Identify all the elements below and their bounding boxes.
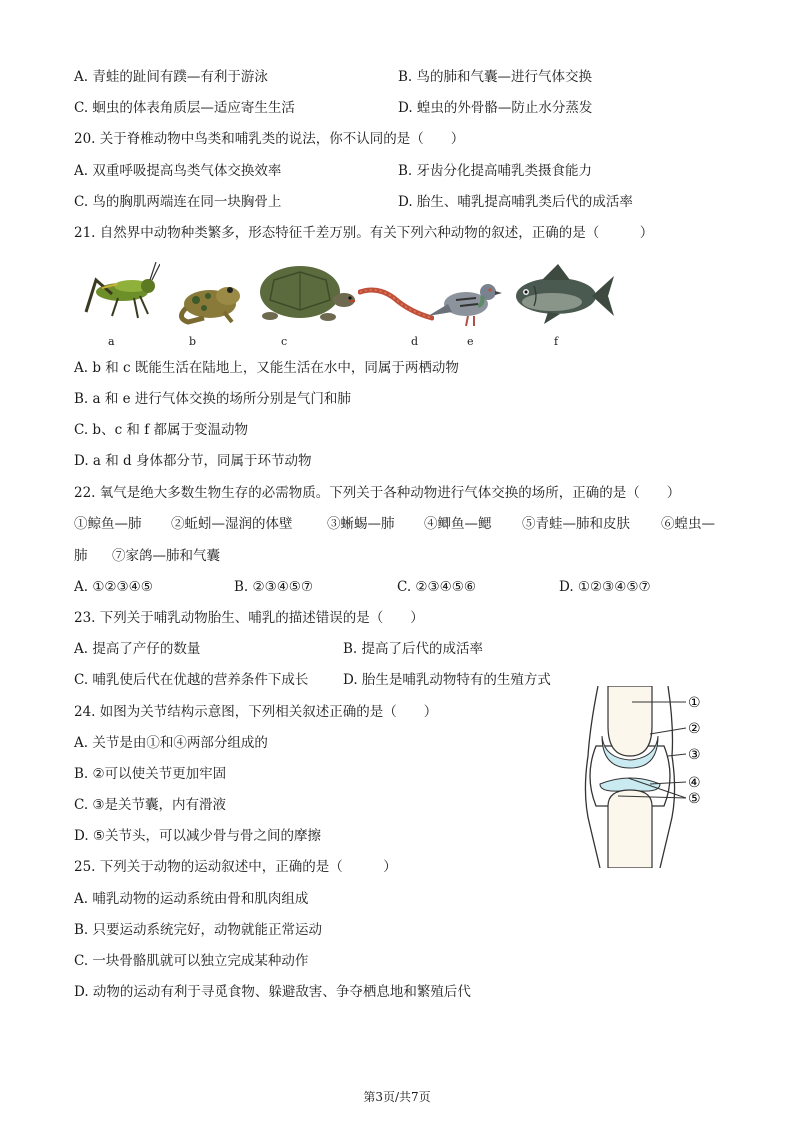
q25-option-b: B. 只要运动系统完好，动物就能正常运动 <box>74 922 323 938</box>
q22-option-a: A. ①②③④⑤ <box>74 579 153 595</box>
q24-stem: 24. 如图为关节结构示意图，下列相关叙述正确的是（ ） <box>74 704 438 720</box>
q24-option-c: C. ③是关节囊，内有滑液 <box>74 797 227 813</box>
joint-label-5: ⑤ <box>688 791 701 807</box>
joint-diagram <box>568 686 718 868</box>
q22-option-b: B. ②③④⑤⑦ <box>234 579 314 595</box>
animal-label-c: c <box>281 335 288 348</box>
joint-label-1: ① <box>688 695 701 711</box>
q20-option-c: C. 鸟的胸肌两端连在同一块胸骨上 <box>74 194 282 210</box>
q22-item-1: ①鲸鱼—肺 <box>74 516 142 532</box>
q22-option-c: C. ②③④⑤⑥ <box>397 579 476 595</box>
earthworm-image <box>358 284 434 324</box>
frog-image <box>174 278 244 326</box>
page-number: 第3页/共7页 <box>363 1090 431 1104</box>
q23-option-c: C. 哺乳使后代在优越的营养条件下成长 <box>74 672 309 688</box>
q20-option-a: A. 双重呼吸提高鸟类气体交换效率 <box>74 163 282 179</box>
animal-label-b: b <box>189 335 197 348</box>
animal-label-f: f <box>554 335 559 348</box>
q21-option-a: A. b 和 c 既能生活在陆地上，又能生活在水中，同属于两栖动物 <box>74 360 459 376</box>
q21-option-c: C. b、c 和 f 都属于变温动物 <box>74 422 249 438</box>
q22-item-4: ④鲫鱼—鳃 <box>424 516 492 532</box>
q21-option-b: B. a 和 e 进行气体交换的场所分别是气门和肺 <box>74 391 351 407</box>
q20-option-b: B. 牙齿分化提高哺乳类摄食能力 <box>398 163 593 179</box>
q25-option-a: A. 哺乳动物的运动系统由骨和肌肉组成 <box>74 891 309 907</box>
q22-option-d: D. ①②③④⑤⑦ <box>559 579 651 595</box>
q20-stem: 20. 关于脊椎动物中鸟类和哺乳类的说法，你不认同的是（ ） <box>74 131 465 147</box>
q20-option-d: D. 胎生、哺乳提高哺乳类后代的成活率 <box>398 194 633 210</box>
q19-option-d: D. 蝗虫的外骨骼—防止水分蒸发 <box>398 100 593 116</box>
q19-option-b: B. 鸟的肺和气囊—进行气体交换 <box>398 69 593 85</box>
q23-stem: 23. 下列关于哺乳动物胎生、哺乳的描述错误的是（ ） <box>74 610 424 626</box>
q22-item-6: ⑥蝗虫— <box>661 516 715 532</box>
animal-images <box>78 258 638 348</box>
pigeon-image <box>426 274 502 328</box>
turtle-image <box>252 260 356 326</box>
q23-option-d: D. 胎生是哺乳动物特有的生殖方式 <box>343 672 551 688</box>
q24-option-b: B. ②可以使关节更加牢固 <box>74 766 227 782</box>
q22-stem: 22. 氧气是绝大多数生物生存的必需物质。下列关于各种动物进行气体交换的场所，正确的是（ ） <box>74 485 681 501</box>
q22-item-2: ②蚯蚓—湿润的体壁 <box>171 516 293 532</box>
q23-option-b: B. 提高了后代的成活率 <box>343 641 484 657</box>
joint-label-4: ④ <box>688 775 701 791</box>
q22-item-3: ③蜥蜴—肺 <box>327 516 395 532</box>
fish-image <box>508 264 614 326</box>
q23-option-a: A. 提高了产仔的数量 <box>74 641 201 657</box>
q24-option-d: D. ⑤关节头，可以减少骨与骨之间的摩擦 <box>74 828 322 844</box>
q22-item-6-cont: 肺 <box>74 548 88 564</box>
q25-option-c: C. 一块骨骼肌就可以独立完成某种动作 <box>74 953 309 969</box>
q22-item-5: ⑤青蛙—肺和皮肤 <box>522 516 630 532</box>
joint-label-3: ③ <box>688 747 701 763</box>
grasshopper-image <box>82 262 160 326</box>
animal-label-a: a <box>108 335 115 348</box>
q19-option-c: C. 蛔虫的体表角质层—适应寄生生活 <box>74 100 295 116</box>
q22-item-7: ⑦家鸽—肺和气囊 <box>112 548 220 564</box>
q21-option-d: D. a 和 d 身体都分节，同属于环节动物 <box>74 453 312 469</box>
q21-stem: 21. 自然界中动物种类繁多，形态特征千差万别。有关下列六种动物的叙述，正确的是（ ） <box>74 225 654 241</box>
animal-label-d: d <box>411 335 419 348</box>
q24-option-a: A. 关节是由①和④两部分组成的 <box>74 735 268 751</box>
q25-stem: 25. 下列关于动物的运动叙述中，正确的是（ ） <box>74 859 397 875</box>
q19-option-a: A. 青蛙的趾间有蹼—有利于游泳 <box>74 69 268 85</box>
animal-label-e: e <box>467 335 474 348</box>
joint-label-2: ② <box>688 721 701 737</box>
q25-option-d: D. 动物的运动有利于寻觅食物、躲避敌害、争夺栖息地和繁殖后代 <box>74 984 471 1000</box>
